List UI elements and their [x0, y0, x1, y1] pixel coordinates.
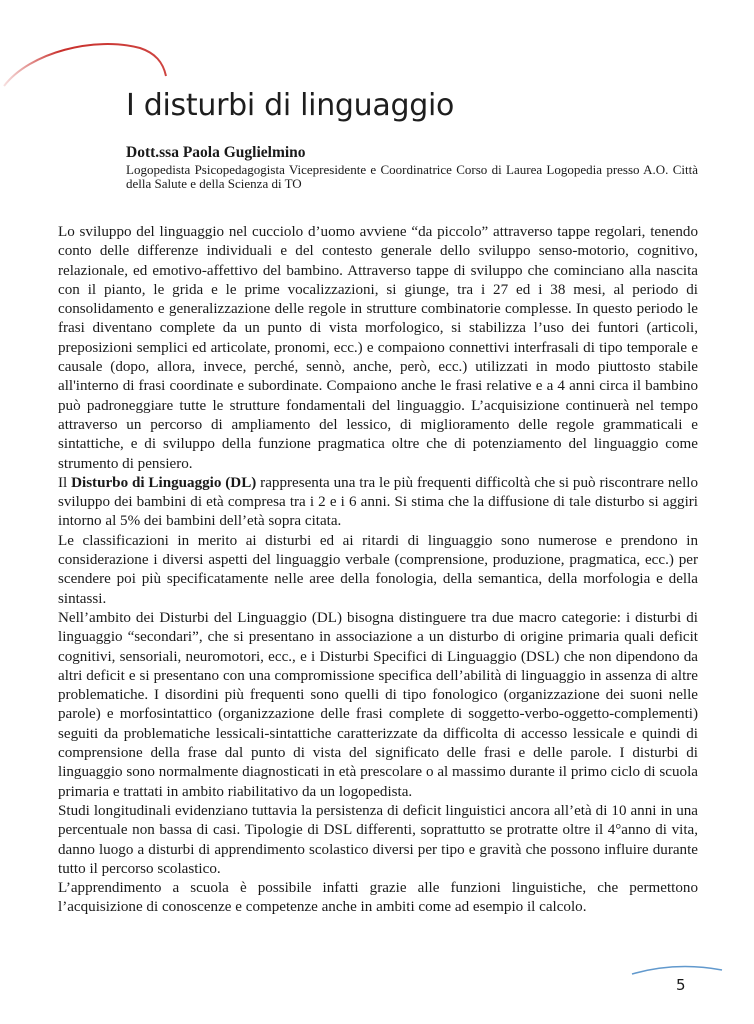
paragraph-2 [58, 474, 698, 532]
article-title: I disturbi di linguaggio [126, 88, 455, 123]
paragraph-4: Nell’ambito dei Disturbi del Linguaggio (DL) bisogna distinguere tra due macro categorie: i disturbi di linguaggio “secondari”, che si presentano in associazione a un disturbo di origine primaria quali deficit cognitivi, sensoriali, neuromotori, ecc., e i Disturbi Specifici di Linguaggio (DSL) che non dipendono da altri deficit e si presentano con una compromissione specifica dell’abilità di linguaggio in assenza di altre problematiche. I disordini più frequenti sono quelli di tipo fonologico (organizzazione dei suoni nelle parole) e morfosintattico (organizzazione delle frasi complete di soggetto-verbo-oggetto-complementi) seguiti da problematiche lessicali-sintattiche caratterizzate da difficolta di accesso lessicale e quindi di comprensione della frase dal punto di vista del significato delle frasi e delle parole. I disturbi di linguaggio sono normalmente diagnosticati in età prescolare o al massimo durante il primo ciclo di scuola primaria e trattati in ambito riabilitativo da un logopedista. [58, 609, 698, 800]
paragraph-5: Studi longitudinali evidenziano tuttavia la persistenza di deficit linguistici ancora all’età di 10 anni in una percentuale non bassa di casi. Tipologie di DSL differenti, soprattutto se protratte oltre il 4°anno di vita, danno luogo a disturbi di apprendimento scolastico diversi per tipo e gravità che possono influire durante tutto il percorso scolastico. [58, 802, 698, 877]
paragraph-1: Lo sviluppo del linguaggio nel cucciolo d’uomo avviene “da piccolo” attraverso tappe regolari, tenendo conto delle differenze individuali e del contesto generale dello sviluppo senso-motorio, cognitivo, relazionale, ed emotivo-affettivo del bambino. Attraverso tappe di sviluppo che cominciano alla nascita con il pianto, le grida e le prime vocalizzazioni, si giunge, tra i 27 ed i 38 mesi, al periodo di consolidamento e generalizzazione delle regole in strutture combinatorie complesse. In questo periodo le frasi diventano complete da un punto di vista morfologico, si stabilizza l’uso dei funtori (articoli, preposizioni semplici ed articolate, pronomi, ecc.) e compaiono connettivi interfrasali di tipo temporale e causale (dopo, allora, invece, perché, sennò, anche, però, ecc.) utilizzati in modo piuttosto stabile all'interno di frasi coordinate e subordinate. Compaiono anche le frasi relative e a 4 anni circa il bambino può padroneggiare tutte le strutture fondamentali del linguaggio. L’acquisizione continuerà nel tempo attraverso un percorso di ampliamento del lessico, di miglioramento delle regole grammaticali e sintattiche, e di sviluppo della funzione pragmatica oltre che di potenziamento del linguaggio come strumento di pensiero. [58, 224, 698, 472]
paragraph-2-lead: Il [58, 474, 72, 491]
author-name: Dott.ssa Paola Guglielmino [126, 144, 306, 161]
paragraph-3: Le classificazioni in merito ai disturbi ed ai ritardi di linguaggio sono numerose e prendono in considerazione i diversi aspetti del linguaggio verbale (comprensione, produzione, pragmatica, ecc.) per scendere poi più specificatamente nelle aree della fonologia, della semantica, della morfologia e della sintassi. [58, 532, 698, 607]
page-number: 5 [676, 976, 686, 994]
article-body [58, 223, 698, 918]
term-disturbo-di-linguaggio: Disturbo di Linguaggio (DL) [71, 474, 257, 491]
author-affiliation: Logopedista Psicopedagogista Vicepresidente e Coordinatrice Corso di Laurea Logopedia presso A.O. Città della Salute e della Scienza di TO [126, 162, 698, 191]
paragraph-6: L’apprendimento a scuola è possibile infatti grazie alle funzioni linguistiche, che permettono l’acquisizione di conoscenze e competenze anche in ambiti come ad esempio il calcolo. [58, 880, 698, 916]
paragraph-2-rest: rappresenta una tra le più frequenti difficoltà che si può riscontrare nello sviluppo dei bambini di età compresa tra i 2 e i 6 anni. Si stima che la diffusione di tale disturbo si aggiri intorno al 5% dei bambini dell’età sopra citata. [58, 474, 699, 530]
